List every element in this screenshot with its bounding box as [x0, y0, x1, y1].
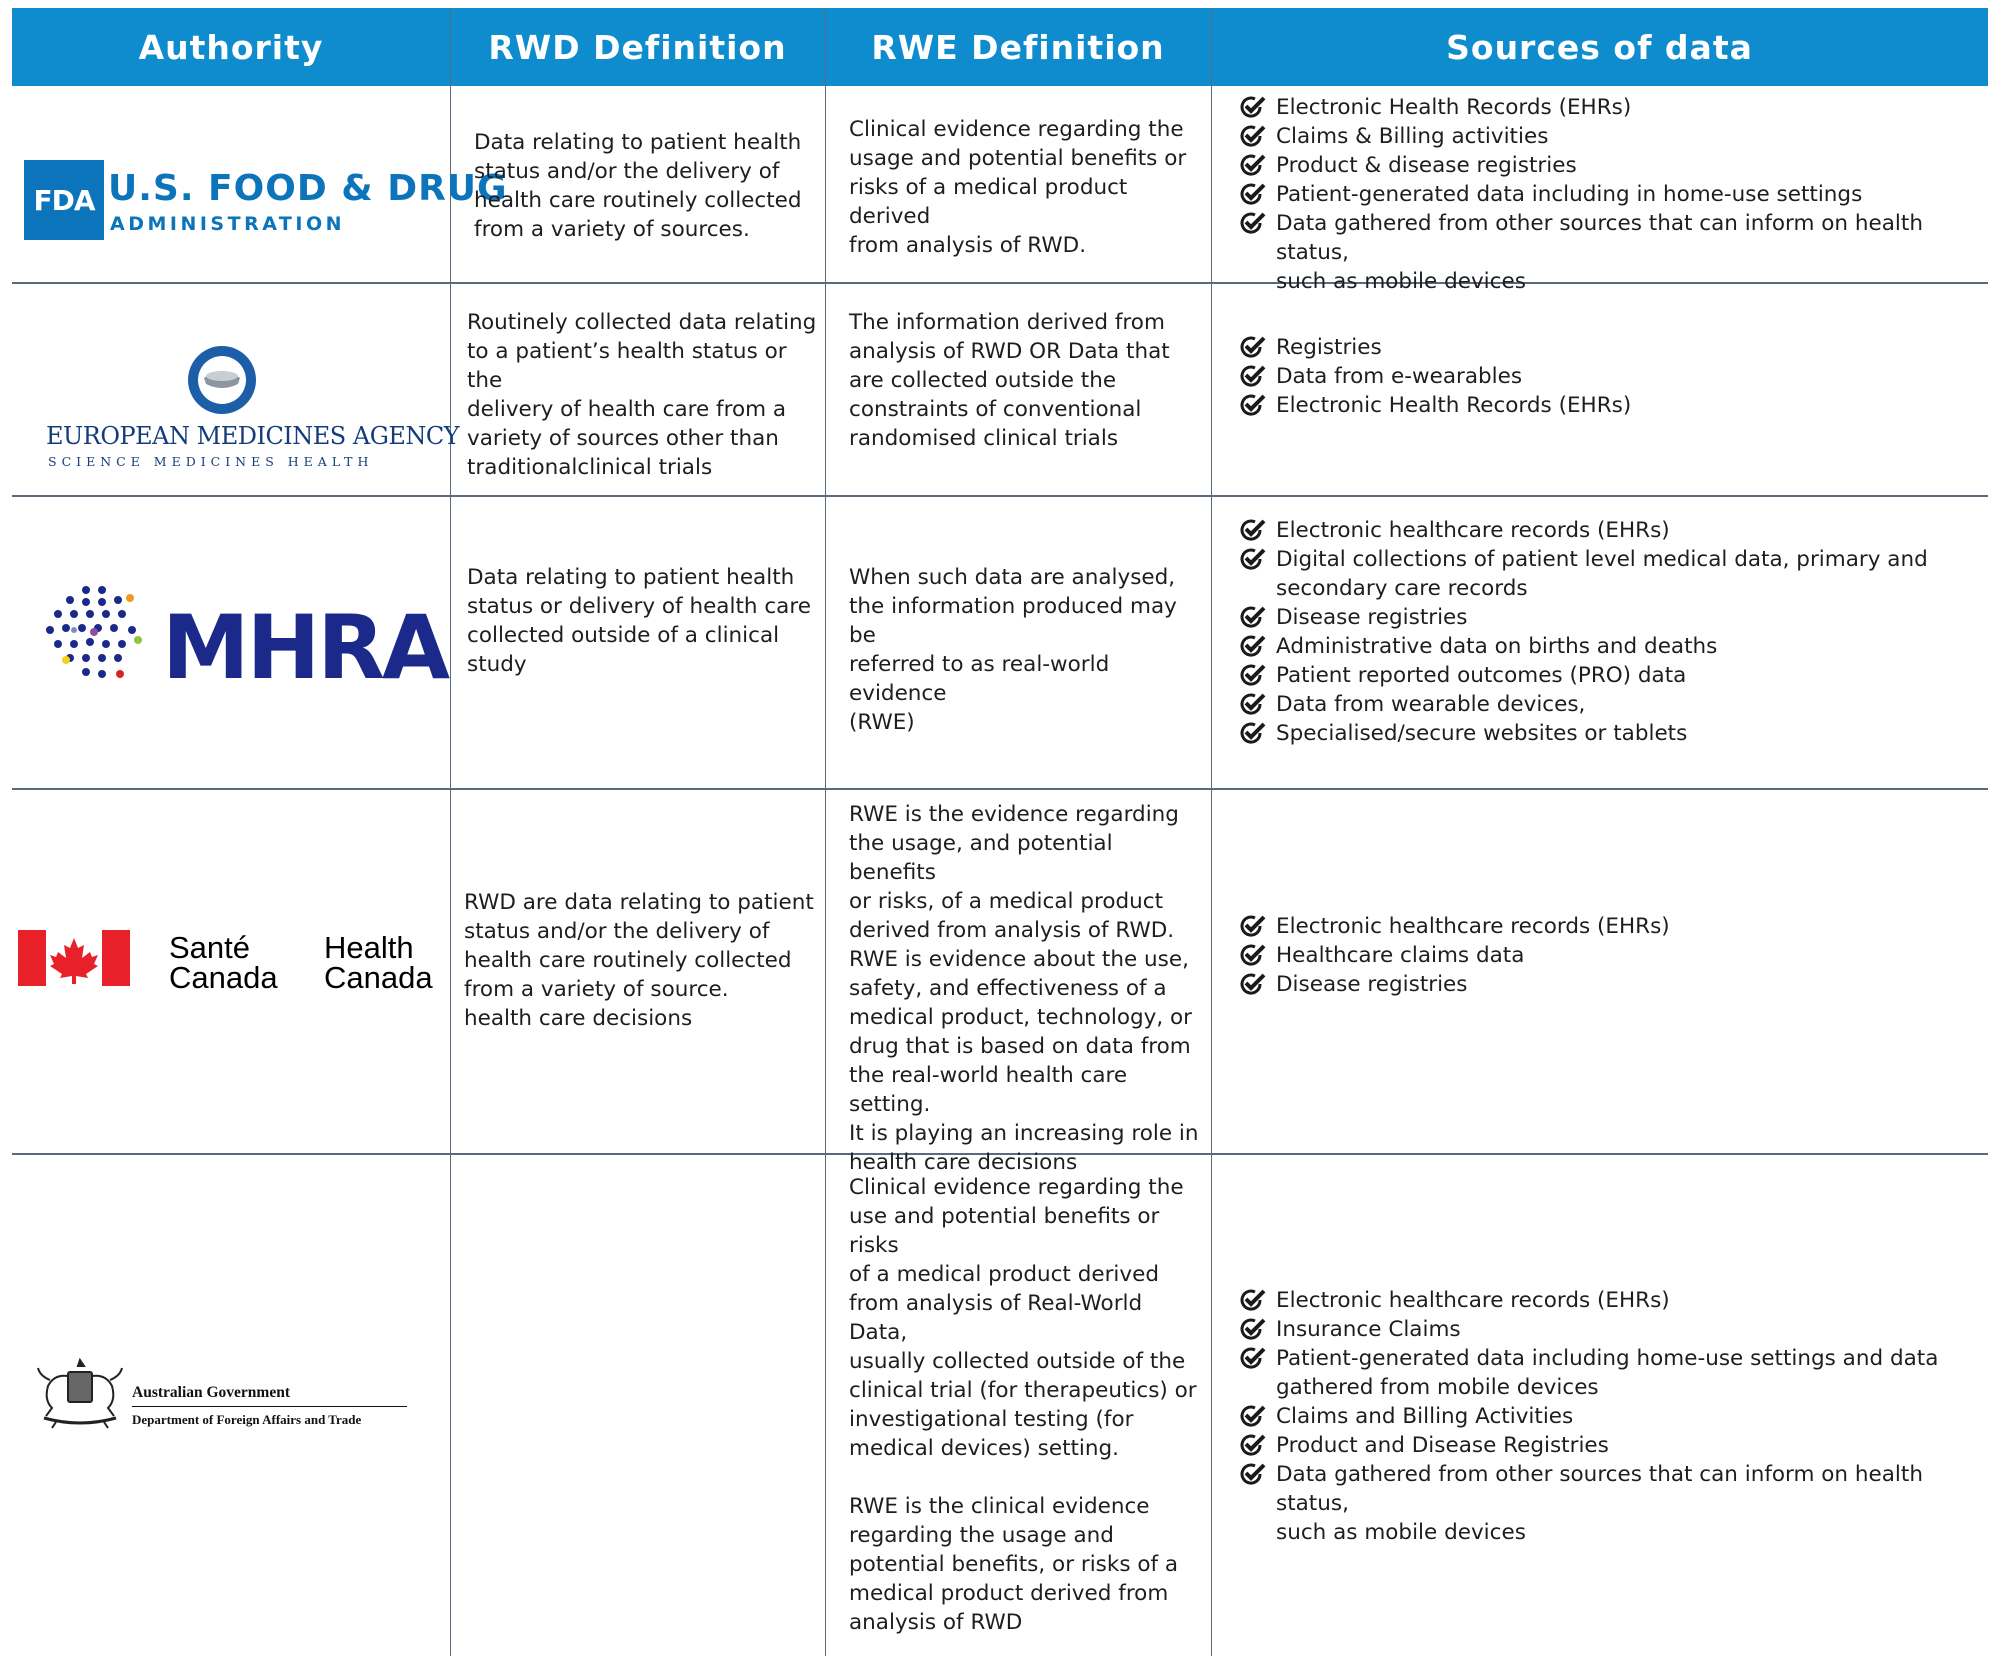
definition-line: collected outside of a clinical: [467, 623, 780, 648]
definition-line: status or delivery of health care: [467, 594, 811, 619]
source-item-text: Electronic healthcare records (EHRs): [1276, 914, 1670, 939]
definition-line: health care decisions: [849, 1150, 1078, 1175]
source-item: [1240, 1460, 1980, 1547]
definition-line: or risks, of a medical product: [849, 889, 1164, 914]
table-header: [12, 8, 1988, 86]
source-item: [1240, 941, 1980, 970]
source-item-text: Data from wearable devices,: [1276, 692, 1586, 717]
checkmark-circle-icon: [1240, 915, 1266, 939]
definition-line: usually collected outside of the: [849, 1349, 1186, 1374]
source-item-text: Patient-generated data including home-use settings and data: [1276, 1346, 1939, 1371]
rwd-definition-cell: [467, 308, 817, 482]
source-item: [1240, 912, 1980, 941]
definition-line: variety of sources other than: [467, 426, 779, 451]
source-item: [1240, 151, 1980, 180]
checkmark-circle-icon: [1240, 635, 1266, 659]
paragraph-gap: [849, 1463, 1204, 1492]
definition-line: Routinely collected data relating: [467, 310, 817, 335]
source-item: [1240, 209, 1980, 296]
source-item-text: such as mobile devices: [1276, 1520, 1526, 1545]
source-item-text: Data gathered from other sources that can inform on health status,: [1276, 211, 1923, 265]
definition-line: analysis of RWD OR Data that: [849, 339, 1170, 364]
source-item-text: Electronic healthcare records (EHRs): [1276, 518, 1670, 543]
rwd-definition-cell: [467, 563, 817, 679]
checkmark-circle-icon: [1240, 519, 1266, 543]
checkmark-circle-icon: [1240, 183, 1266, 207]
checkmark-circle-icon: [1240, 154, 1266, 178]
definition-line: health care routinely collected: [474, 188, 802, 213]
source-item: [1240, 1344, 1980, 1402]
source-item: [1240, 1402, 1980, 1431]
definition-line: the usage, and potential benefits: [849, 831, 1113, 885]
canada-flag-icon: [18, 930, 130, 986]
definition-line: of a medical product derived: [849, 1262, 1159, 1287]
header-rwd-definition: RWD Definition: [488, 27, 787, 67]
checkmark-circle-icon: [1240, 693, 1266, 717]
rwe-definition-cell: [849, 800, 1204, 1177]
source-item: [1240, 690, 1980, 719]
definition-line: medical product, technology, or: [849, 1005, 1193, 1030]
source-item: [1240, 1315, 1980, 1344]
checkmark-circle-icon: [1240, 722, 1266, 746]
coat-of-arms-icon: [34, 1356, 126, 1430]
header-sources-of-data: Sources of data: [1446, 27, 1753, 67]
ema-emblem-icon: [186, 344, 258, 416]
source-item-text: Claims & Billing activities: [1276, 124, 1549, 149]
definition-line: Clinical evidence regarding the: [849, 117, 1184, 142]
source-item-text: Electronic Health Records (EHRs): [1276, 95, 1632, 120]
definition-line: (RWE): [849, 710, 915, 735]
definition-line: clinical trial (for therapeutics) or: [849, 1378, 1197, 1403]
definition-line: the information produced may be: [849, 594, 1177, 648]
source-item-text: secondary care records: [1276, 576, 1528, 601]
definition-line: RWE is the clinical evidence: [849, 1494, 1150, 1519]
logo-divider: [132, 1406, 407, 1407]
fda-subname: ADMINISTRATION: [110, 213, 346, 235]
definition-line: delivery of health care from a: [467, 397, 787, 422]
rwd-definition-cell: [474, 128, 814, 244]
definition-line: RWE is evidence about the use,: [849, 947, 1189, 972]
source-item-text: Administrative data on births and deaths: [1276, 634, 1718, 659]
source-item-text: Patient-generated data including in home-use settings: [1276, 182, 1863, 207]
sources-list: [1240, 333, 1980, 420]
source-item: [1240, 362, 1980, 391]
definition-line: RWE is the evidence regarding: [849, 802, 1179, 827]
source-item-text: Product & disease registries: [1276, 153, 1577, 178]
definition-line: Data relating to patient health: [467, 565, 795, 590]
checkmark-circle-icon: [1240, 96, 1266, 120]
definition-line: derived from analysis of RWD.: [849, 918, 1175, 943]
definition-line: from a variety of source.: [464, 977, 729, 1002]
definition-line: from a variety of sources.: [474, 217, 750, 242]
column-divider: [450, 8, 451, 1656]
source-item-text: Disease registries: [1276, 972, 1468, 997]
definition-line: traditionalclinical trials: [467, 455, 713, 480]
source-item: [1240, 632, 1980, 661]
source-item: [1240, 333, 1980, 362]
source-item-text: Disease registries: [1276, 605, 1468, 630]
checkmark-circle-icon: [1240, 973, 1266, 997]
mhra-wordmark: MHRA: [162, 596, 448, 699]
source-item: [1240, 93, 1980, 122]
source-item-text: Data gathered from other sources that can inform on health status,: [1276, 1462, 1923, 1516]
definition-line: use and potential benefits or risks: [849, 1204, 1160, 1258]
source-item-text: Registries: [1276, 335, 1382, 360]
definition-line: usage and potential benefits or: [849, 146, 1187, 171]
rwe-definition-cell: [849, 115, 1199, 260]
checkmark-circle-icon: [1240, 944, 1266, 968]
definition-line: drug that is based on data from: [849, 1034, 1191, 1059]
source-item: [1240, 122, 1980, 151]
definition-line: Data relating to patient health: [474, 130, 802, 155]
checkmark-circle-icon: [1240, 1318, 1266, 1342]
definition-line: health care routinely collected: [464, 948, 792, 973]
definition-line: constraints of conventional: [849, 397, 1142, 422]
definition-line: regarding the usage and: [849, 1523, 1114, 1548]
ema-name: EUROPEAN MEDICINES AGENCY: [46, 422, 460, 450]
rwd-definition-cell: [464, 888, 819, 1033]
definition-line: the real-world health care setting.: [849, 1063, 1128, 1117]
checkmark-circle-icon: [1240, 548, 1266, 572]
checkmark-circle-icon: [1240, 1347, 1266, 1371]
checkmark-circle-icon: [1240, 125, 1266, 149]
definition-line: RWD are data relating to patient: [464, 890, 814, 915]
checkmark-circle-icon: [1240, 1405, 1266, 1429]
source-item-text: gathered from mobile devices: [1276, 1375, 1599, 1400]
source-item-text: Data from e-wearables: [1276, 364, 1523, 389]
fda-badge: FDA: [24, 160, 104, 240]
checkmark-circle-icon: [1240, 1463, 1266, 1487]
source-item-text: Digital collections of patient level medical data, primary and: [1276, 547, 1928, 572]
fda-name: U.S. FOOD & DRUG: [108, 168, 508, 209]
definition-line: are collected outside the: [849, 368, 1117, 393]
rwe-definition-cell: [849, 563, 1199, 737]
definition-line: health care decisions: [464, 1006, 693, 1031]
source-item: [1240, 1431, 1980, 1460]
definition-line: medical devices) setting.: [849, 1436, 1120, 1461]
source-item-text: Healthcare claims data: [1276, 943, 1525, 968]
definition-line: from analysis of Real-World Data,: [849, 1291, 1143, 1345]
sources-list: [1240, 93, 1980, 296]
definition-line: from analysis of RWD.: [849, 233, 1087, 258]
definition-line: investigational testing (for: [849, 1407, 1134, 1432]
rwe-definition-cell: [849, 1173, 1204, 1637]
checkmark-circle-icon: [1240, 365, 1266, 389]
definition-line: status and/or the delivery of: [464, 919, 770, 944]
checkmark-circle-icon: [1240, 394, 1266, 418]
definition-line: safety, and effectiveness of a: [849, 976, 1167, 1001]
dfat-name: Department of Foreign Affairs and Trade: [132, 1412, 362, 1427]
source-item: [1240, 1286, 1980, 1315]
definition-line: to a patient’s health status or the: [467, 339, 787, 393]
definition-line: The information derived from: [849, 310, 1165, 335]
source-item-text: Patient reported outcomes (PRO) data: [1276, 663, 1687, 688]
column-divider: [825, 8, 826, 1656]
source-item: [1240, 391, 1980, 420]
sources-list: [1240, 1286, 1980, 1547]
row-divider: [12, 788, 1988, 790]
checkmark-circle-icon: [1240, 336, 1266, 360]
source-item: [1240, 661, 1980, 690]
source-item-text: such as mobile devices: [1276, 269, 1526, 294]
sources-list: [1240, 516, 1980, 748]
definition-line: medical product derived from: [849, 1581, 1169, 1606]
definition-line: referred to as real-world evidence: [849, 652, 1110, 706]
header-authority: Authority: [138, 27, 324, 67]
australian-government-name: Australian Government: [132, 1384, 291, 1401]
definition-line: study: [467, 652, 527, 677]
checkmark-circle-icon: [1240, 664, 1266, 688]
definition-line: It is playing an increasing role in: [849, 1121, 1199, 1146]
row-divider: [12, 495, 1988, 497]
source-item: [1240, 545, 1980, 603]
definition-line: When such data are analysed,: [849, 565, 1176, 590]
rwe-definition-cell: [849, 308, 1199, 453]
checkmark-circle-icon: [1240, 1434, 1266, 1458]
health-canada-french-name: Santé Canada: [169, 930, 278, 995]
health-canada-english-name: Health Canada: [324, 930, 433, 995]
checkmark-circle-icon: [1240, 212, 1266, 236]
definition-line: randomised clinical trials: [849, 426, 1119, 451]
sources-list: [1240, 912, 1980, 999]
source-item: [1240, 180, 1980, 209]
definition-line: potential benefits, or risks of a: [849, 1552, 1179, 1577]
checkmark-circle-icon: [1240, 606, 1266, 630]
source-item-text: Specialised/secure websites or tablets: [1276, 721, 1688, 746]
checkmark-circle-icon: [1240, 1289, 1266, 1313]
definition-line: status and/or the delivery of: [474, 159, 780, 184]
header-rwe-definition: RWE Definition: [871, 27, 1165, 67]
definition-line: analysis of RWD: [849, 1610, 1023, 1635]
source-item: [1240, 719, 1980, 748]
source-item: [1240, 516, 1980, 545]
source-item-text: Electronic Health Records (EHRs): [1276, 393, 1632, 418]
source-item-text: Product and Disease Registries: [1276, 1433, 1609, 1458]
definition-line: risks of a medical product derived: [849, 175, 1128, 229]
definition-line: Clinical evidence regarding the: [849, 1175, 1184, 1200]
mhra-dots-emblem-icon: [42, 582, 154, 686]
source-item-text: Electronic healthcare records (EHRs): [1276, 1288, 1670, 1313]
source-item: [1240, 970, 1980, 999]
ema-subname: SCIENCE MEDICINES HEALTH: [48, 454, 374, 469]
source-item-text: Claims and Billing Activities: [1276, 1404, 1574, 1429]
source-item-text: Insurance Claims: [1276, 1317, 1461, 1342]
column-divider: [1211, 8, 1212, 1656]
source-item: [1240, 603, 1980, 632]
